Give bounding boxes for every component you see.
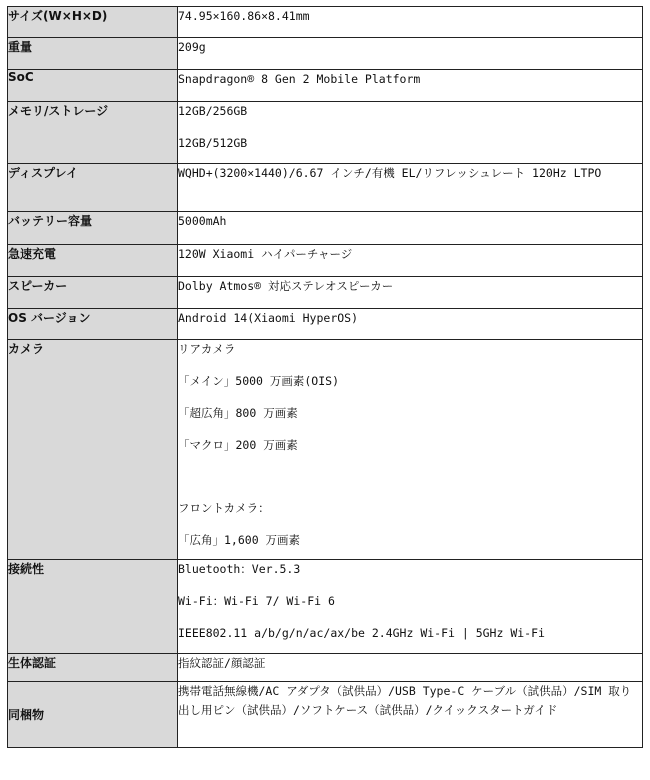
spec-table [7, 6, 643, 748]
spec-row-os [8, 309, 643, 340]
value-text: 携帯電話無線機/AC アダプタ（試供品）/USB Type-C ケーブル（試供品）/SIM 取り出し用ピン（試供品）/ソフトケース（試供品）/クイックスタートガイド [178, 684, 632, 717]
spec-row-battery [8, 212, 643, 245]
value-text: リアカメラ [178, 342, 236, 356]
value-text: 指紋認証/顔認証 [178, 656, 266, 670]
row-value [178, 38, 643, 70]
row-value [178, 164, 643, 212]
row-value [178, 70, 643, 102]
spec-row-soc [8, 70, 643, 102]
row-value [178, 245, 643, 277]
spec-row-camera [8, 340, 643, 560]
row-label: 接続性 [8, 560, 178, 654]
value-text: IEEE802.11 a/b/g/n/ac/ax/be 2.4GHz Wi-Fi | 5GHz Wi-Fi [178, 626, 545, 640]
row-label: サイズ(W×H×D) [8, 7, 178, 38]
value-text: 「メイン」5000 万画素(OIS) [178, 374, 340, 388]
spec-row-connectivity [8, 560, 643, 654]
row-value [178, 277, 643, 309]
spec-row-charging [8, 245, 643, 277]
row-value [178, 212, 643, 245]
row-label: 重量 [8, 38, 178, 70]
value-text: Android 14(Xiaomi HyperOS) [178, 311, 359, 325]
spec-row-memory [8, 102, 643, 164]
row-label: OS バージョン [8, 309, 178, 340]
value-text: 「超広角」800 万画素 [178, 406, 298, 420]
value-text: 5000mAh [178, 214, 227, 228]
row-label: SoC [8, 70, 178, 102]
spec-row-speaker [8, 277, 643, 309]
value-text: Dolby Atmos® 対応ステレオスピーカー [178, 279, 394, 293]
row-label: 生体認証 [8, 654, 178, 682]
row-label: 急速充電 [8, 245, 178, 277]
value-text: Wi-Fi：Wi-Fi 7/ Wi-Fi 6 [178, 594, 335, 608]
spec-row-size [8, 7, 643, 38]
row-label: メモリ/ストレージ [8, 102, 178, 164]
row-value [178, 102, 643, 164]
value-text: Snapdragon® 8 Gen 2 Mobile Platform [178, 72, 421, 86]
row-label: ディスプレイ [8, 164, 178, 212]
row-label: 同梱物 [8, 682, 178, 748]
row-value [178, 340, 643, 560]
row-value [178, 309, 643, 340]
row-label: カメラ [8, 340, 178, 560]
value-text: 「マクロ」200 万画素 [178, 438, 298, 452]
value-text: 120W Xiaomi ハイパーチャージ [178, 247, 353, 261]
row-value [178, 560, 643, 654]
spec-row-display [8, 164, 643, 212]
value-text: 12GB/256GB [178, 104, 248, 118]
row-label: バッテリー容量 [8, 212, 178, 245]
value-text: Bluetooth：Ver.5.3 [178, 562, 301, 576]
spec-row-biometrics [8, 654, 643, 682]
value-text: 12GB/512GB [178, 136, 248, 150]
value-text: WQHD+(3200×1440)/6.67 インチ/有機 EL/リフレッシュレート 120Hz LTPO [178, 166, 602, 180]
spec-row-package [8, 682, 643, 748]
value-text: フロントカメラ： [178, 501, 270, 515]
spec-row-weight [8, 38, 643, 70]
row-label: スピーカー [8, 277, 178, 309]
row-value [178, 654, 643, 682]
value-text: 74.95×160.86×8.41mm [178, 9, 310, 23]
value-text: 「広角」1,600 万画素 [178, 533, 301, 547]
row-value [178, 7, 643, 38]
row-value [178, 682, 643, 748]
value-text: 209g [178, 40, 206, 54]
